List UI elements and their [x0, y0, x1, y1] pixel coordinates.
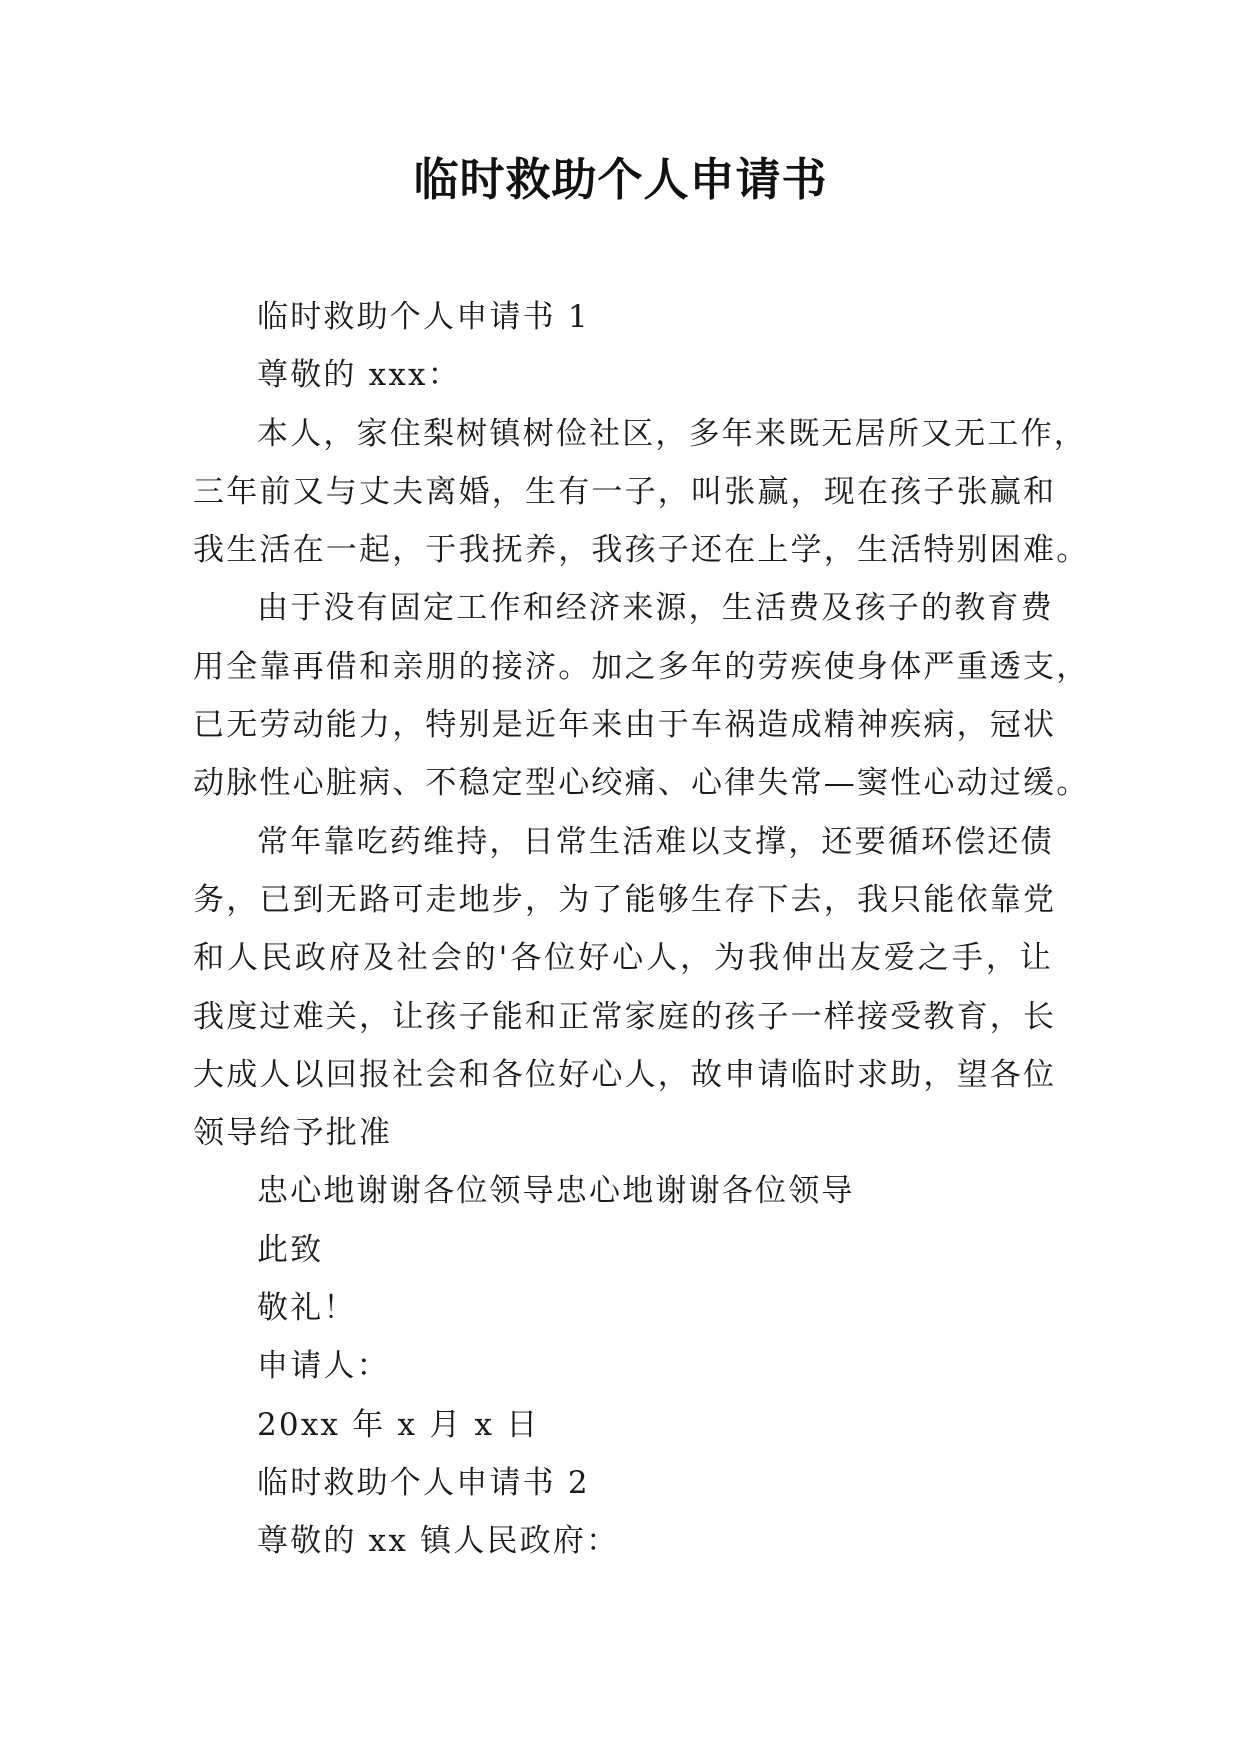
document-title: 临时救助个人申请书: [413, 153, 828, 206]
paragraph-line: 领导给予批准: [193, 1115, 393, 1152]
closing-jing-li: 敬礼！: [257, 1290, 357, 1327]
paragraph-line: 已无劳动能力，特别是近年来由于车祸造成精神疾病，冠状: [193, 707, 1057, 744]
paragraph-2: [193, 579, 1090, 812]
paragraph-line: 我生活在一起，于我抚养，我孩子还在上学，生活特别困难。: [193, 532, 1090, 569]
paragraph-line: 三年前又与丈夫离婚，生有一子，叫张赢，现在孩子张赢和: [193, 473, 1057, 510]
paragraph-line: 常年靠吃药维持，日常生活难以支撑，还要循环偿还债: [257, 823, 1054, 860]
paragraph-1: [193, 405, 1090, 580]
paragraph-line: 务，已到无路可走地步，为了能够生存下去，我只能依靠党: [193, 881, 1057, 918]
applicant-label: 申请人：: [257, 1348, 390, 1385]
section-heading-2: 临时救助个人申请书 2: [257, 1464, 590, 1501]
paragraph-3: [193, 813, 1057, 1163]
section-heading-1: 临时救助个人申请书 1: [257, 299, 590, 335]
paragraph-line: 和人民政府及社会的'各位好心人，为我伸出友爱之手，让: [193, 940, 1053, 977]
thanks-line: 忠心地谢谢各位领导忠心地谢谢各位领导: [257, 1173, 855, 1210]
paragraph-line: 大成人以回报社会和各位好心人，故申请临时求助，望各位: [193, 1056, 1057, 1093]
date-line: 20xx 年 x 月 x 日: [257, 1406, 540, 1443]
salutation-2: 尊敬的 xx 镇人民政府：: [257, 1523, 620, 1560]
salutation-1: 尊敬的 xxx：: [257, 357, 461, 394]
document-body: [193, 288, 1090, 1571]
paragraph-line: 由于没有固定工作和经济来源，生活费及孩子的教育费: [257, 590, 1054, 627]
paragraph-line: 用全靠再借和亲朋的接济。加之多年的劳疾使身体严重透支，: [193, 648, 1090, 685]
paragraph-line: 本人，家住梨树镇树俭社区，多年来既无居所又无工作，: [257, 415, 1087, 452]
paragraph-line: 我度过难关，让孩子能和正常家庭的孩子一样接受教育，长: [193, 998, 1057, 1035]
paragraph-line: 动脉性心脏病、不稳定型心绞痛、心律失常—窦性心动过缓。: [193, 765, 1090, 802]
closing-ci-zhi: 此致: [257, 1231, 324, 1268]
